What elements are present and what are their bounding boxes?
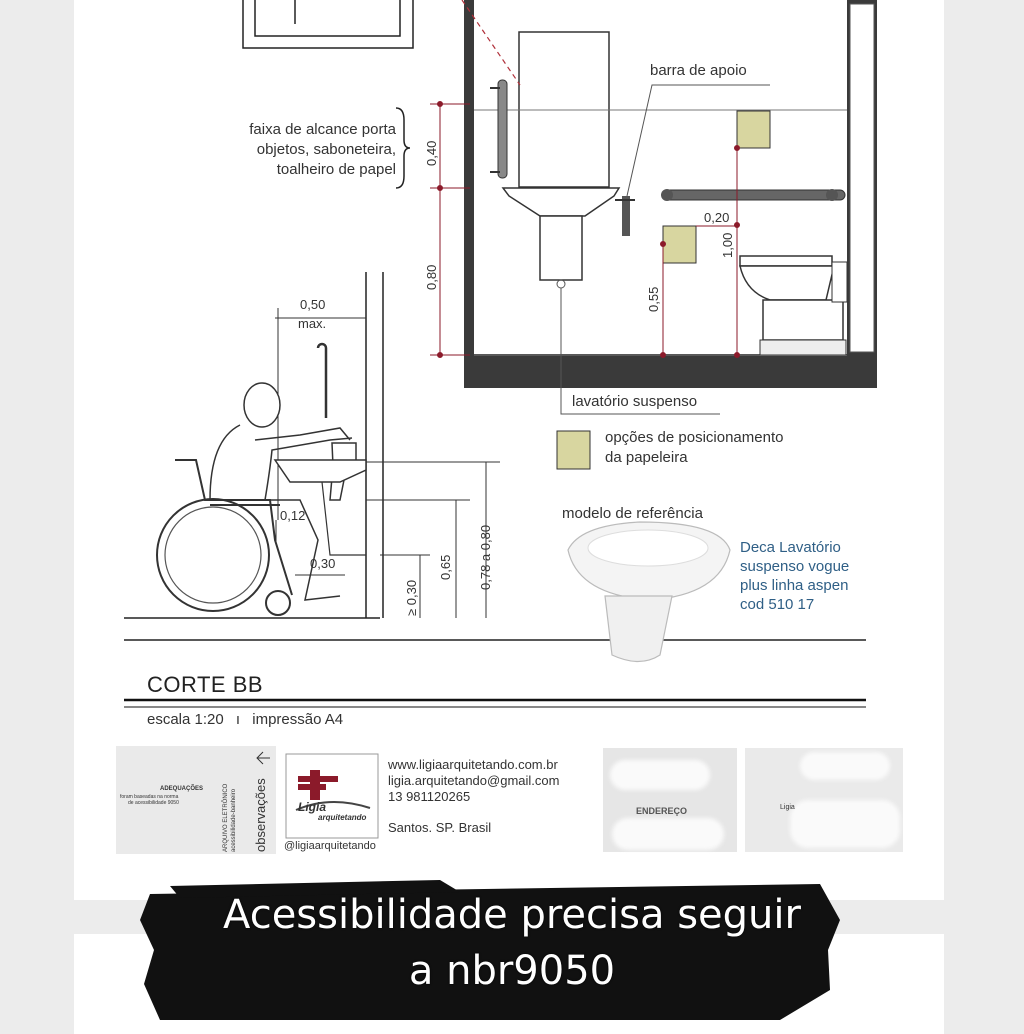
footer-endereco: ENDEREÇO	[636, 806, 688, 816]
dim-ge030: ≥ 0,30	[404, 579, 419, 616]
frame-outer	[243, 0, 413, 48]
wheelchair-wheel	[157, 499, 269, 611]
paper-holder-option-upper	[737, 111, 770, 148]
footer-email[interactable]: ligia.arquitetando@gmail.com	[388, 773, 560, 788]
paper-holder-option-lower	[663, 226, 696, 263]
footer-adequacoes-note-1: foram baseadas na norma	[120, 794, 179, 800]
product-line-1: Deca Lavatório	[740, 539, 841, 556]
washbasin-bowl	[503, 188, 619, 216]
label-lavatorio-suspenso: lavatório suspenso	[572, 393, 698, 410]
footer-adequacoes-note-2: de acessibilidade 9050	[128, 800, 179, 806]
legend-label	[605, 428, 783, 468]
dim-040: 0,40	[424, 140, 439, 166]
product-line-3: plus linha aspen	[740, 577, 849, 594]
product-line-4: cod 510 17	[740, 596, 815, 613]
scale-info	[147, 711, 343, 728]
footer-adequacoes-title: ADEQUAÇÕES	[160, 786, 204, 792]
scale-text: escala 1:20	[147, 711, 224, 728]
legend-swatch	[557, 431, 590, 469]
blurred-patch	[612, 818, 724, 850]
blurred-patch	[800, 752, 890, 780]
dim-050: 0,50	[300, 297, 326, 312]
label-barra-de-apoio: barra de apoio	[650, 62, 747, 79]
dim-080: 0,80	[424, 264, 439, 290]
label-modelo-referencia: modelo de referência	[562, 505, 703, 522]
side-grab-bar	[318, 344, 326, 418]
dim-max: max.	[298, 316, 327, 331]
dim-030: 0,30	[310, 556, 336, 571]
wheelchair-frame	[175, 460, 292, 595]
scale-separator: ı	[235, 711, 241, 728]
dim-020: 0,20	[704, 210, 730, 225]
bracket-faixa	[396, 108, 410, 188]
dim-078-080: 0,78 a 0,80	[478, 524, 493, 590]
dim-065: 0,65	[438, 554, 453, 580]
section-title: CORTE BB	[147, 672, 264, 697]
frame-inner	[255, 0, 400, 36]
toilet-seat	[740, 256, 832, 266]
toilet-base	[763, 300, 843, 340]
product-description	[740, 538, 849, 614]
floor-slab	[464, 356, 877, 388]
footer-handle: @ligiaarquitetando	[284, 840, 376, 852]
footer-ligia-small: Ligia	[780, 804, 795, 811]
dim-055: 0,55	[646, 286, 661, 312]
product-line-2: suspenso vogue	[740, 558, 850, 575]
washbasin-section	[275, 460, 366, 482]
blurred-patch	[610, 760, 710, 790]
caption-line-1: Acessibilidade precisa seguir	[223, 892, 801, 938]
faixa-line-1: faixa de alcance porta	[249, 121, 396, 138]
faixa-line-2: objetos, saboneteira,	[256, 141, 396, 158]
footer-site[interactable]: www.ligiaarquitetando.com.br	[388, 757, 558, 772]
print-text: impressão A4	[252, 711, 344, 728]
vertical-grab-bar	[498, 80, 507, 178]
horizontal-grab-bar	[662, 190, 845, 200]
faixa-line-3: toalheiro de papel	[276, 161, 396, 178]
caption-line-2: a nbr9050	[408, 948, 616, 994]
logo-box	[286, 754, 378, 838]
footer-arquivo: ARQUIVO ELETRÔNICO	[223, 783, 229, 852]
wheelchair-caster	[266, 591, 290, 615]
product-pedestal	[605, 596, 672, 662]
dim-012: 0,12	[280, 508, 306, 523]
legend-line-1: opções de posicionamento	[605, 429, 784, 446]
legend-line-2: da papeleira	[605, 449, 688, 466]
footer-arquivo-2: acessibilidade-banheiro	[231, 788, 237, 852]
footer-city: Santos. SP. Brasil	[388, 820, 492, 835]
logo-subtitle: arquitetando	[318, 813, 367, 822]
dim-100: 1,00	[720, 232, 735, 258]
blurred-patch	[790, 800, 900, 848]
footer-observacoes: observações	[253, 778, 268, 852]
label-faixa-de-alcance	[190, 120, 396, 180]
washbasin-pedestal	[540, 216, 582, 280]
faucet	[622, 196, 630, 236]
wall-left	[464, 0, 474, 388]
toilet-bowl	[740, 266, 834, 300]
footer-phone: 13 981120265	[388, 789, 471, 804]
logo-name: Ligia	[298, 800, 327, 814]
footer-contact	[388, 757, 559, 805]
person-head	[244, 383, 280, 427]
